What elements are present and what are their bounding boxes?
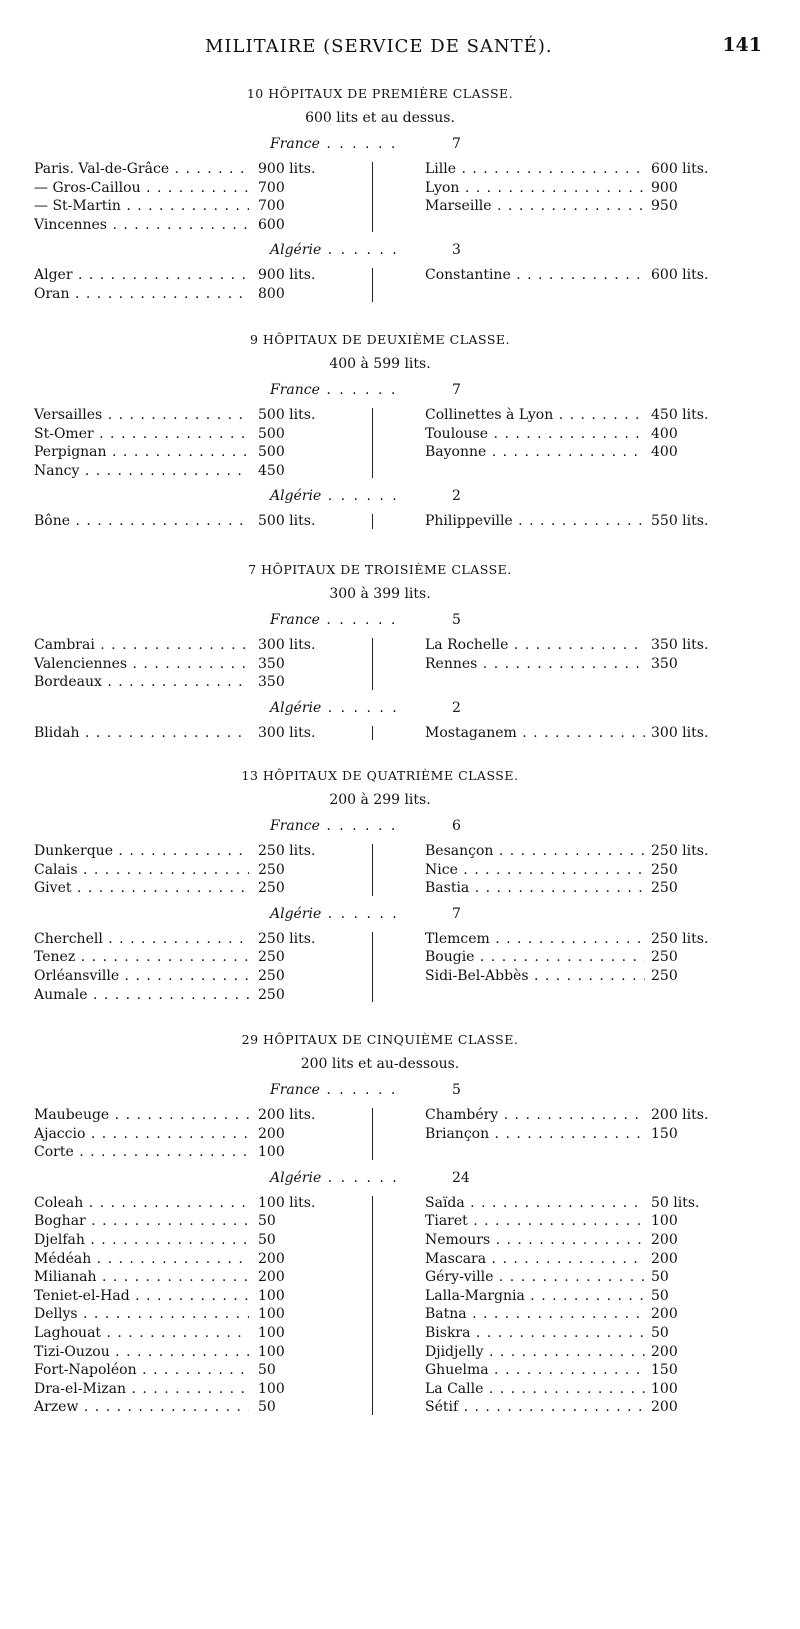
- region-leader-dots: . . . . . .: [319, 818, 398, 834]
- section-subtitle: 600 lits et au dessus.: [305, 110, 455, 126]
- bed-count: 100: [258, 1324, 285, 1341]
- bed-count: 200: [258, 1125, 285, 1142]
- hospital-name: Aumale . . .: [34, 986, 249, 1005]
- hospital-row: [425, 1125, 755, 1144]
- region-name: France: [270, 818, 320, 834]
- hospital-row: [34, 1143, 374, 1162]
- region-count: 5: [452, 612, 461, 628]
- hospital-column-left: [34, 266, 374, 303]
- hospital-row: [425, 406, 755, 425]
- region-heading: [270, 242, 461, 259]
- hospital-row: [34, 179, 374, 198]
- hospital-name: Dunkerque . . .: [34, 842, 249, 861]
- hospital-name: Orléansville . . .: [34, 967, 249, 986]
- section-subtitle: 400 à 599 lits.: [329, 356, 431, 372]
- bed-count: 500 lits.: [258, 407, 316, 423]
- hospital-row: [34, 512, 374, 531]
- bed-count: 450 lits.: [651, 407, 709, 423]
- hospital-name: Batna . . .: [425, 1305, 645, 1324]
- hospital-name: Toulouse . . .: [425, 425, 645, 444]
- bed-count: 600 lits.: [651, 267, 709, 284]
- bed-count: 200: [258, 1269, 285, 1286]
- hospital-row: [425, 1398, 755, 1417]
- hospital-name: Biskra . . .: [425, 1324, 645, 1343]
- hospital-name: Boghar . . .: [34, 1212, 249, 1231]
- bed-count: 100: [651, 1380, 678, 1397]
- bed-count: 700: [258, 198, 285, 215]
- bed-count: 200: [258, 1250, 285, 1267]
- hospital-name: Corte . . .: [34, 1143, 249, 1162]
- bed-count: 200 lits.: [258, 1107, 316, 1123]
- hospital-row: [34, 636, 374, 655]
- bed-count: 300 lits.: [258, 724, 316, 741]
- hospital-row: [425, 930, 755, 949]
- hospital-column-left: [34, 842, 374, 898]
- hospital-column-right: [425, 842, 755, 898]
- region-count: 5: [452, 1082, 461, 1098]
- region-name: France: [270, 1082, 320, 1098]
- column-divider: [372, 268, 373, 301]
- region-name: Algérie: [270, 488, 322, 505]
- column-divider: [372, 638, 373, 690]
- hospital-name: Arzew . . .: [34, 1398, 249, 1417]
- hospital-name: Philippeville . . .: [425, 512, 645, 531]
- bed-count: 300 lits.: [651, 724, 709, 741]
- bed-count: 200: [651, 1231, 678, 1248]
- hospital-name: Teniet-el-Had . . .: [34, 1287, 249, 1306]
- hospital-name: Sétif . . .: [425, 1398, 645, 1417]
- hospital-name: Lalla-Margnia . . .: [425, 1287, 645, 1306]
- hospital-name: Nemours . . .: [425, 1231, 645, 1250]
- section-subtitle: 300 à 399 lits.: [329, 586, 431, 602]
- region-heading: [270, 699, 461, 716]
- column-divider: [372, 932, 373, 1002]
- region-leader-dots: . . . . . .: [319, 1082, 398, 1098]
- bed-count: 100: [258, 1343, 285, 1360]
- bed-count: 200 lits.: [651, 1107, 709, 1123]
- hospital-list: [0, 930, 800, 1004]
- region-heading: [270, 1169, 470, 1186]
- hospital-name: Coleah . . .: [34, 1194, 249, 1213]
- hospital-row: [34, 462, 374, 481]
- bed-count: 300 lits.: [258, 637, 316, 653]
- bed-count: 50: [258, 1362, 276, 1379]
- hospital-name: Sidi-Bel-Abbès . . .: [425, 967, 645, 986]
- column-divider: [372, 514, 373, 529]
- region-count: 2: [452, 699, 461, 716]
- section-subtitle: 200 lits et au-dessous.: [300, 1056, 460, 1072]
- bed-count: 900: [651, 179, 678, 196]
- hospital-name: St-Omer . . .: [34, 425, 249, 444]
- column-divider: [372, 726, 373, 741]
- hospital-row: [425, 1194, 755, 1213]
- hospital-name: Maubeuge . . .: [34, 1106, 249, 1125]
- bed-count: 100: [258, 1306, 285, 1323]
- bed-count: 900 lits.: [258, 267, 316, 284]
- hospital-row: [425, 1106, 755, 1125]
- bed-count: 350: [258, 655, 285, 672]
- bed-count: 250 lits.: [651, 843, 709, 859]
- hospital-column-right: [425, 160, 755, 216]
- hospital-row: [34, 1305, 374, 1324]
- hospital-row: [34, 1287, 374, 1306]
- hospital-row: [34, 1398, 374, 1417]
- hospital-row: [425, 724, 755, 743]
- hospital-row: [34, 861, 374, 880]
- hospital-name: Marseille . . .: [425, 197, 645, 216]
- bed-count: 700: [258, 179, 285, 196]
- region-leader-dots: . . . . . .: [319, 612, 398, 628]
- region-leader-dots: . . . . . .: [319, 382, 398, 398]
- hospital-row: [425, 1212, 755, 1231]
- bed-count: 200: [651, 1399, 678, 1416]
- hospital-row: [34, 879, 374, 898]
- hospital-column-left: [34, 512, 374, 531]
- hospital-name: Tiaret . . .: [425, 1212, 645, 1231]
- hospital-row: [425, 1324, 755, 1343]
- hospital-name: Cherchell . . .: [34, 930, 249, 949]
- region-count: 7: [452, 382, 461, 398]
- hospital-row: [425, 179, 755, 198]
- hospital-row: [34, 930, 374, 949]
- hospital-name: Givet . . .: [34, 879, 249, 898]
- hospital-column-left: [34, 636, 374, 692]
- hospital-column-left: [34, 160, 374, 234]
- hospital-row: [425, 1231, 755, 1250]
- hospital-row: [34, 673, 374, 692]
- hospital-row: [425, 443, 755, 462]
- bed-count: 600 lits.: [651, 161, 709, 177]
- hospital-column-right: [425, 512, 755, 531]
- region-leader-dots: . . . . . .: [321, 242, 399, 259]
- bed-count: 400: [651, 444, 678, 461]
- bed-count: 100: [258, 1380, 285, 1397]
- region-count: 2: [452, 488, 461, 505]
- hospital-row: [34, 197, 374, 216]
- bed-count: 250: [651, 880, 678, 897]
- hospital-column-left: [34, 724, 374, 743]
- bed-count: 50: [651, 1287, 669, 1304]
- hospital-name: Perpignan . . .: [34, 443, 249, 462]
- hospital-name: Bordeaux . . .: [34, 673, 249, 692]
- hospital-row: [34, 285, 374, 304]
- hospital-row: [34, 425, 374, 444]
- hospital-row: [425, 842, 755, 861]
- hospital-row: [34, 1125, 374, 1144]
- hospital-name: — St-Martin . . .: [34, 197, 249, 216]
- region-name: France: [270, 382, 320, 398]
- bed-count: 250 lits.: [258, 930, 316, 947]
- hospital-row: [34, 967, 374, 986]
- hospital-name: La Calle . . .: [425, 1380, 645, 1399]
- hospital-column-right: [425, 724, 755, 743]
- hospital-row: [425, 266, 755, 285]
- bed-count: 250: [651, 861, 678, 878]
- hospital-name: Ghuelma . . .: [425, 1361, 645, 1380]
- bed-count: 150: [651, 1362, 678, 1379]
- bed-count: 250: [258, 949, 285, 966]
- hospital-column-right: [425, 406, 755, 462]
- bed-count: 250 lits.: [651, 930, 709, 947]
- hospital-name: Alger . . .: [34, 266, 249, 285]
- bed-count: 500: [258, 425, 285, 442]
- bed-count: 100: [651, 1213, 678, 1230]
- section-title: 13 HÔPITAUX DE QUATRIÈME CLASSE.: [241, 768, 519, 783]
- hospital-row: [34, 1212, 374, 1231]
- section-title: 7 HÔPITAUX DE TROISIÈME CLASSE.: [248, 562, 512, 577]
- hospital-row: [425, 655, 755, 674]
- hospital-column-left: [34, 406, 374, 480]
- bed-count: 550 lits.: [651, 513, 709, 530]
- hospital-name: Milianah . . .: [34, 1268, 249, 1287]
- region-count: 24: [452, 1169, 470, 1186]
- region-heading: [270, 1082, 461, 1098]
- bed-count: 100: [258, 1287, 285, 1304]
- hospital-column-right: [425, 930, 755, 986]
- hospital-column-right: [425, 266, 755, 285]
- hospital-name: Blidah . . .: [34, 724, 249, 743]
- hospital-name: Tlemcem . . .: [425, 930, 645, 949]
- bed-count: 500: [258, 444, 285, 461]
- hospital-list: [0, 636, 800, 692]
- hospital-column-left: [34, 1194, 374, 1417]
- hospital-row: [34, 1106, 374, 1125]
- hospital-row: [34, 1194, 374, 1213]
- bed-count: 50: [258, 1231, 276, 1248]
- column-divider: [372, 162, 373, 232]
- hospital-name: Géry-ville . . .: [425, 1268, 645, 1287]
- bed-count: 400: [651, 425, 678, 442]
- hospital-name: Constantine . . .: [425, 266, 645, 285]
- hospital-column-right: [425, 636, 755, 673]
- hospital-name: Mostaganem . . .: [425, 724, 645, 743]
- hospital-name: Lyon . . .: [425, 179, 645, 198]
- region-heading: [270, 136, 461, 152]
- hospital-name: Paris. Val-de-Grâce . . .: [34, 160, 249, 179]
- hospital-name: Dra-el-Mizan . . .: [34, 1380, 249, 1399]
- section-title: 9 HÔPITAUX DE DEUXIÈME CLASSE.: [249, 332, 511, 347]
- region-heading: [270, 488, 461, 505]
- hospital-name: Versailles . . .: [34, 406, 249, 425]
- hospital-name: Vincennes . . .: [34, 216, 249, 235]
- hospital-name: Rennes . . .: [425, 655, 645, 674]
- hospital-row: [425, 967, 755, 986]
- section-subtitle: 200 à 299 lits.: [329, 792, 431, 808]
- bed-count: 200: [651, 1250, 678, 1267]
- region-leader-dots: . . . . . .: [321, 905, 399, 922]
- column-divider: [372, 1196, 373, 1415]
- hospital-row: [425, 861, 755, 880]
- page-header: [0, 36, 800, 66]
- region-count: 7: [452, 905, 461, 922]
- column-divider: [372, 1108, 373, 1160]
- bed-count: 350: [651, 655, 678, 672]
- hospital-row: [425, 1287, 755, 1306]
- hospital-row: [425, 1250, 755, 1269]
- hospital-row: [425, 1268, 755, 1287]
- bed-count: 600: [258, 216, 285, 233]
- hospital-name: Bayonne . . .: [425, 443, 645, 462]
- region-count: 3: [452, 242, 461, 259]
- hospital-row: [425, 1361, 755, 1380]
- hospital-row: [34, 1231, 374, 1250]
- hospital-name: Nancy . . .: [34, 462, 249, 481]
- hospital-name: Calais . . .: [34, 861, 249, 880]
- hospital-row: [425, 425, 755, 444]
- hospital-column-left: [34, 930, 374, 1004]
- hospital-name: Djidjelly . . .: [425, 1343, 645, 1362]
- bed-count: 50 lits.: [651, 1194, 700, 1211]
- region-count: 6: [452, 818, 461, 834]
- hospital-list: [0, 512, 800, 531]
- bed-count: 450: [258, 462, 285, 479]
- region-leader-dots: . . . . . .: [319, 136, 398, 152]
- hospital-name: Tizi-Ouzou . . .: [34, 1343, 249, 1362]
- hospital-row: [34, 1361, 374, 1380]
- hospital-name: Ajaccio . . .: [34, 1125, 249, 1144]
- bed-count: 50: [651, 1269, 669, 1286]
- hospital-row: [34, 655, 374, 674]
- hospital-name: Fort-Napoléon . . .: [34, 1361, 249, 1380]
- hospital-row: [425, 948, 755, 967]
- hospital-column-right: [425, 1106, 755, 1143]
- region-heading: [270, 612, 461, 628]
- hospital-row: [34, 1380, 374, 1399]
- hospital-list: [0, 1106, 800, 1162]
- bed-count: 250 lits.: [258, 843, 316, 859]
- bed-count: 900 lits.: [258, 161, 316, 177]
- hospital-list: [0, 1194, 800, 1417]
- hospital-name: Bône . . .: [34, 512, 249, 531]
- region-leader-dots: . . . . . .: [321, 488, 399, 505]
- hospital-row: [34, 160, 374, 179]
- hospital-list: [0, 266, 800, 303]
- region-count: 7: [452, 136, 461, 152]
- hospital-list: [0, 406, 800, 480]
- bed-count: 250: [258, 967, 285, 984]
- hospital-row: [34, 1324, 374, 1343]
- hospital-name: — Gros-Caillou . . .: [34, 179, 249, 198]
- hospital-name: Dellys . . .: [34, 1305, 249, 1324]
- hospital-name: Collinettes à Lyon . . .: [425, 406, 645, 425]
- hospital-row: [34, 443, 374, 462]
- hospital-row: [34, 266, 374, 285]
- hospital-name: Nice . . .: [425, 861, 645, 880]
- hospital-name: Cambrai . . .: [34, 636, 249, 655]
- bed-count: 200: [651, 1343, 678, 1360]
- region-leader-dots: . . . . . .: [321, 1169, 399, 1186]
- hospital-row: [34, 986, 374, 1005]
- hospital-name: Mascara . . .: [425, 1250, 645, 1269]
- hospital-name: Bastia . . .: [425, 879, 645, 898]
- hospital-name: Djelfah . . .: [34, 1231, 249, 1250]
- bed-count: 100 lits.: [258, 1194, 316, 1211]
- hospital-row: [425, 1380, 755, 1399]
- hospital-row: [425, 879, 755, 898]
- region-name: Algérie: [270, 242, 322, 259]
- hospital-row: [34, 216, 374, 235]
- hospital-row: [34, 948, 374, 967]
- region-heading: [270, 905, 461, 922]
- bed-count: 250: [258, 880, 285, 897]
- bed-count: 50: [258, 1213, 276, 1230]
- region-name: France: [270, 136, 320, 152]
- region-name: Algérie: [270, 905, 322, 922]
- hospital-row: [34, 842, 374, 861]
- bed-count: 800: [258, 285, 285, 302]
- bed-count: 350 lits.: [651, 637, 709, 653]
- bed-count: 250: [258, 861, 285, 878]
- region-leader-dots: . . . . . .: [321, 699, 399, 716]
- region-heading: [270, 818, 461, 834]
- bed-count: 50: [258, 1399, 276, 1416]
- hospital-row: [425, 197, 755, 216]
- hospital-name: Valenciennes . . .: [34, 655, 249, 674]
- section-title: 10 HÔPITAUX DE PREMIÈRE CLASSE.: [246, 86, 514, 101]
- bed-count: 350: [258, 674, 285, 691]
- hospital-row: [425, 1343, 755, 1362]
- region-name: France: [270, 612, 320, 628]
- hospital-row: [425, 160, 755, 179]
- hospital-list: [0, 724, 800, 743]
- hospital-name: Tenez . . .: [34, 948, 249, 967]
- region-name: Algérie: [270, 699, 322, 716]
- hospital-list: [0, 842, 800, 898]
- hospital-name: Bougie . . .: [425, 948, 645, 967]
- hospital-row: [34, 1343, 374, 1362]
- bed-count: 200: [651, 1306, 678, 1323]
- column-divider: [372, 408, 373, 478]
- bed-count: 500 lits.: [258, 513, 316, 530]
- hospital-name: La Rochelle . . .: [425, 636, 645, 655]
- hospital-name: Laghouat . . .: [34, 1324, 249, 1343]
- hospital-name: Chambéry . . .: [425, 1106, 645, 1125]
- hospital-name: Médéah . . .: [34, 1250, 249, 1269]
- hospital-column-right: [425, 1194, 755, 1417]
- hospital-row: [425, 512, 755, 531]
- hospital-row: [34, 1268, 374, 1287]
- bed-count: 250: [258, 986, 285, 1003]
- page-number: 141: [722, 34, 762, 56]
- hospital-row: [34, 1250, 374, 1269]
- bed-count: 150: [651, 1125, 678, 1142]
- hospital-name: Briançon . . .: [425, 1125, 645, 1144]
- hospital-name: Lille . . .: [425, 160, 645, 179]
- bed-count: 250: [651, 949, 678, 966]
- column-divider: [372, 844, 373, 896]
- bed-count: 250: [651, 967, 678, 984]
- running-title: MILITAIRE (SERVICE DE SANTÉ).: [205, 36, 553, 57]
- section-title: 29 HÔPITAUX DE CINQUIÈME CLASSE.: [241, 1032, 519, 1047]
- region-name: Algérie: [270, 1169, 322, 1186]
- hospital-name: Besançon . . .: [425, 842, 645, 861]
- hospital-row: [34, 406, 374, 425]
- hospital-name: Saïda . . .: [425, 1194, 645, 1213]
- hospital-row: [425, 636, 755, 655]
- hospital-list: [0, 160, 800, 234]
- hospital-row: [425, 1305, 755, 1324]
- bed-count: 100: [258, 1144, 285, 1161]
- bed-count: 950: [651, 198, 678, 215]
- hospital-row: [34, 724, 374, 743]
- hospital-column-left: [34, 1106, 374, 1162]
- bed-count: 50: [651, 1324, 669, 1341]
- region-heading: [270, 382, 461, 398]
- hospital-name: Oran . . .: [34, 285, 249, 304]
